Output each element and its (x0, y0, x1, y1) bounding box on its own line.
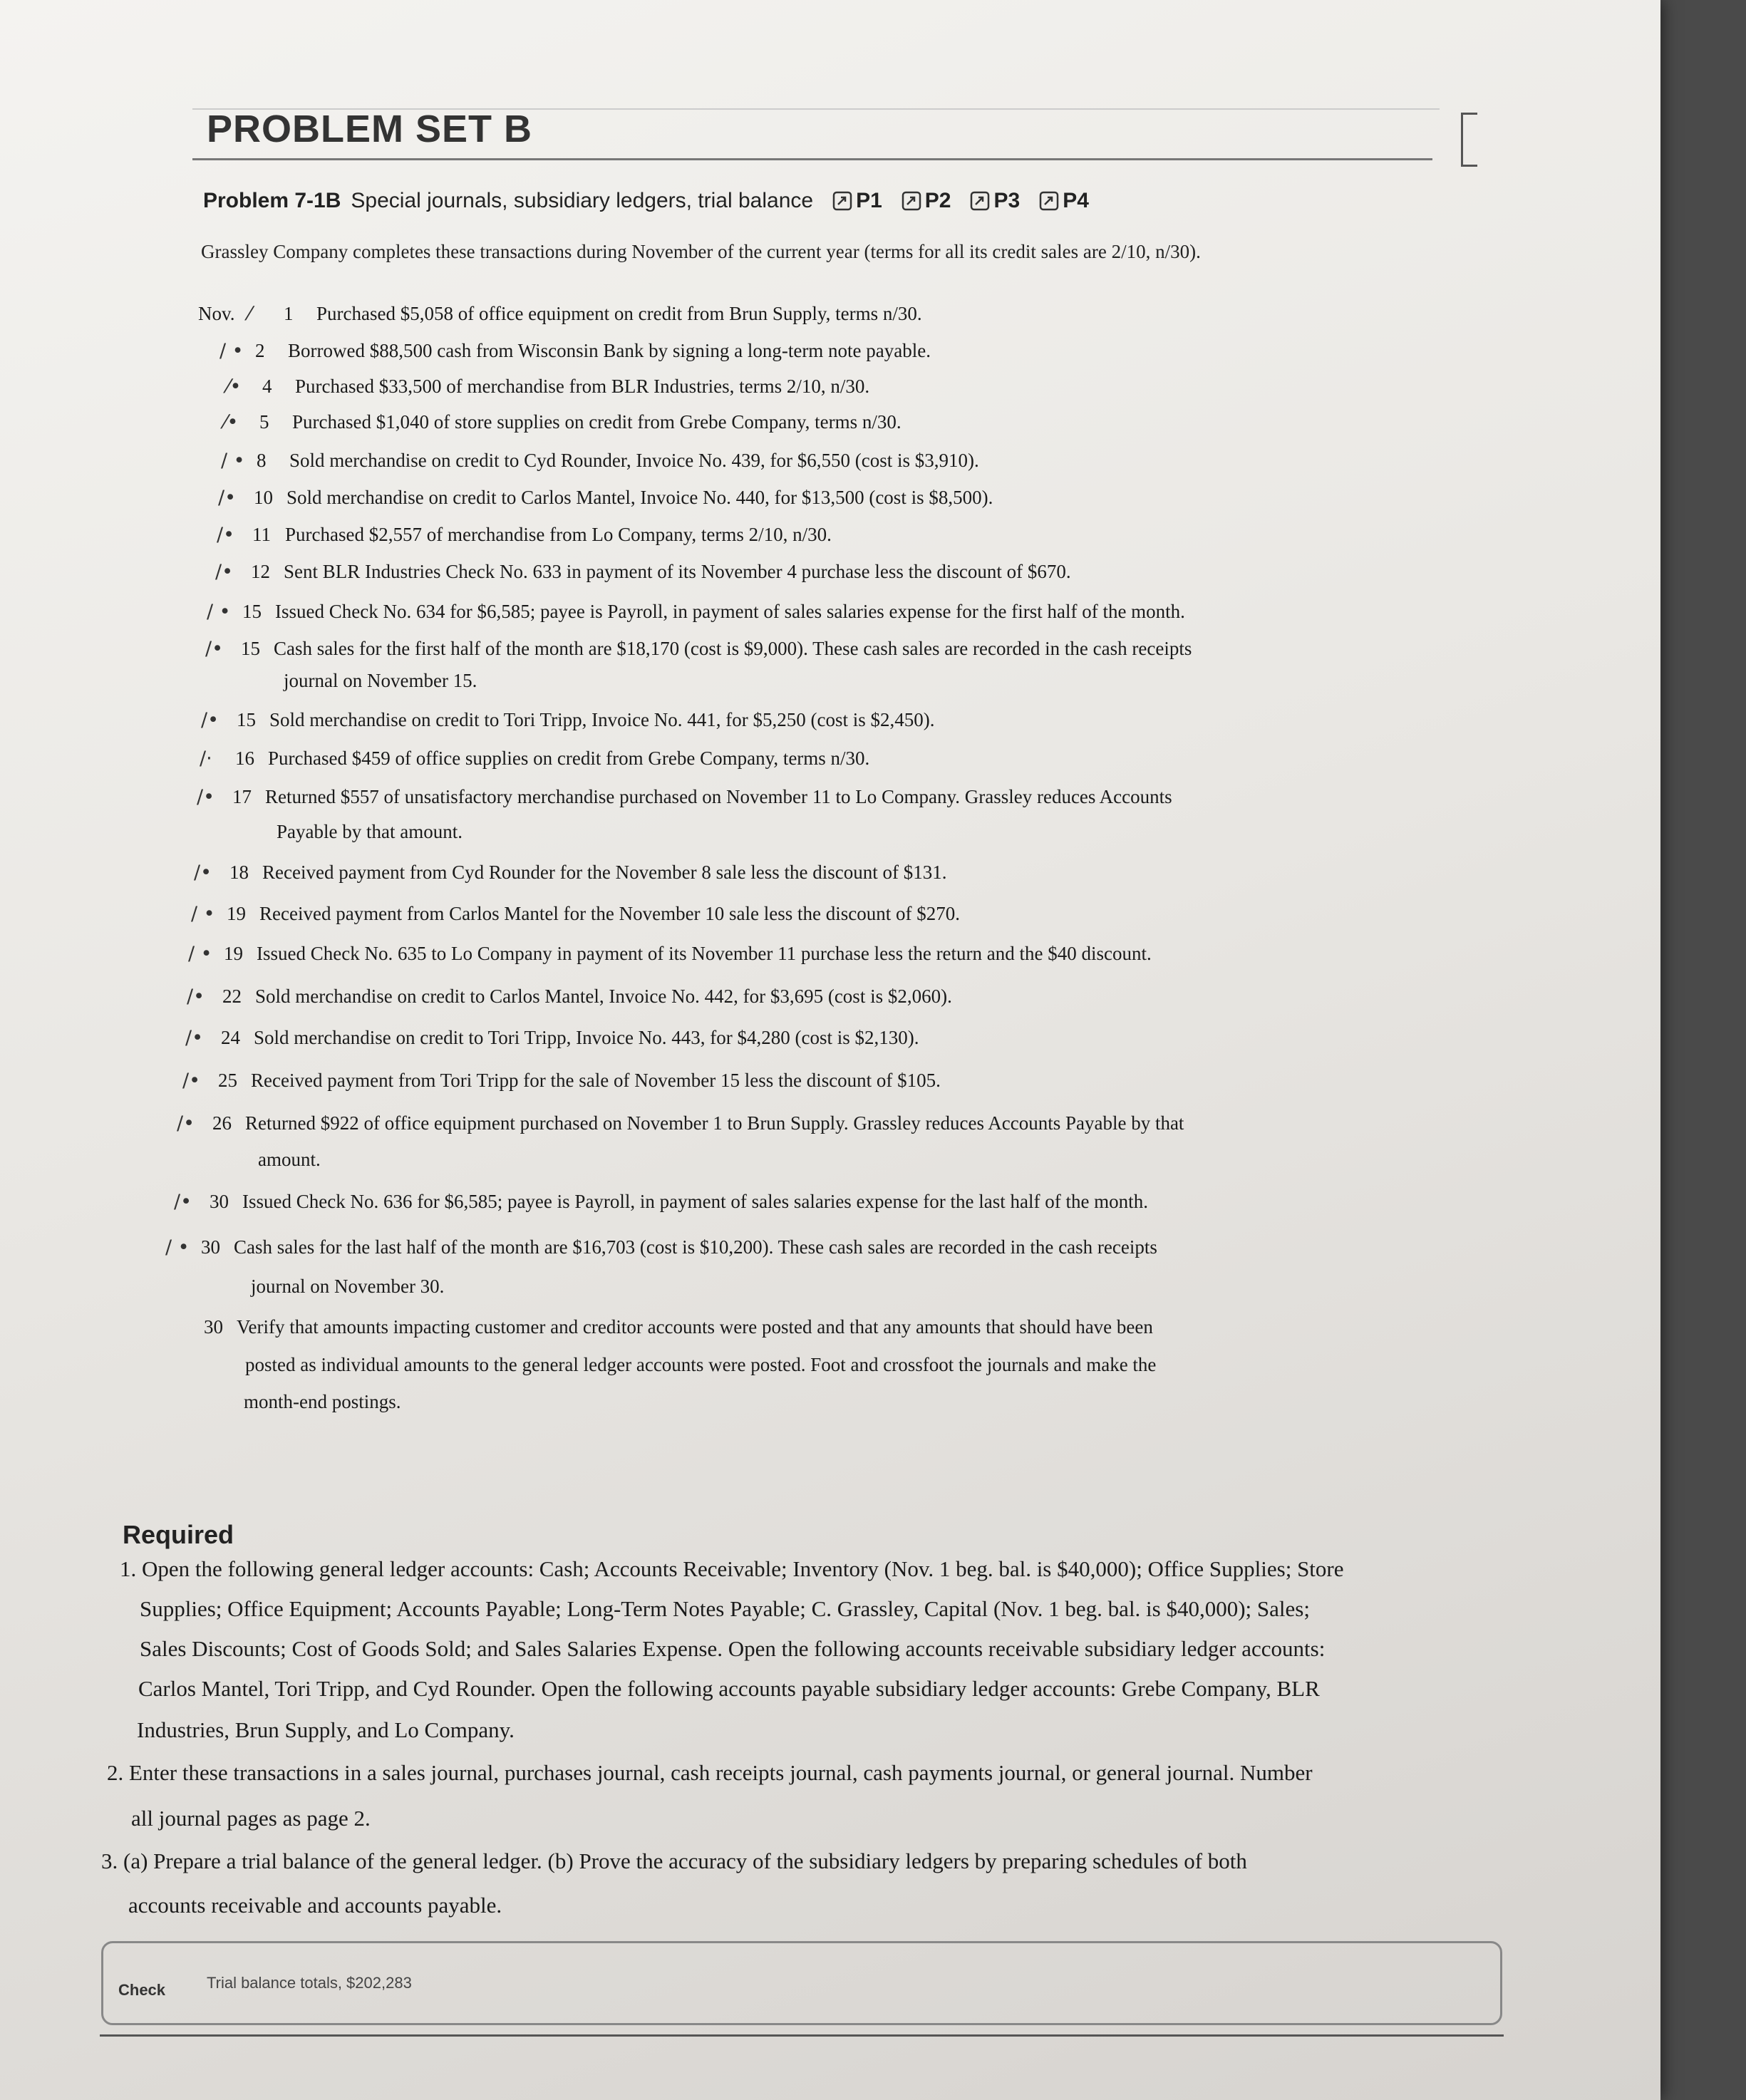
bottom-rule (100, 2034, 1504, 2037)
checkmark-icon: /• (177, 1112, 195, 1134)
checkmark-icon: ⁄• (224, 411, 239, 433)
transaction-row (174, 1187, 1148, 1216)
transaction-text: Purchased $1,040 of store supplies on credit from Grebe Company, terms n/30. (292, 411, 902, 433)
transaction-day: 25 (218, 1070, 237, 1091)
checkmark-icon: /• (217, 524, 235, 546)
transaction-text: Purchased $5,058 of office equipment on credit from Brun Supply, terms n/30. (316, 303, 922, 324)
transaction-text: Returned $557 of unsatisfactory merchandise purchased on November 11 to Lo Company. Grassley reduces Accounts (265, 786, 1172, 807)
transaction-day: 22 (222, 986, 242, 1007)
required-line: 3. (a) Prepare a trial balance of the general ledger. (b) Prove the accuracy of the subsidiary ledgers by preparing schedules of both (101, 1848, 1247, 1873)
objective-icon (832, 190, 853, 212)
transaction-row (177, 1109, 1184, 1138)
problem-intro: Grassley Company completes these transactions during November of the current year (terms for all its credit sales are 2/10, n/30). (201, 241, 1201, 262)
transaction-text: Received payment from Carlos Mantel for the November 10 sale less the discount of $270. (259, 903, 960, 924)
transaction-continuation: month-end postings. (244, 1391, 401, 1412)
transaction-text: Borrowed $88,500 cash from Wisconsin Bank by signing a long-term note payable. (288, 340, 931, 361)
transaction-day: 10 (254, 487, 273, 508)
objective-icon (1038, 190, 1060, 212)
transaction-day: 15 (241, 638, 260, 659)
checkmark-icon: / • (165, 1236, 190, 1258)
transaction-text: Purchased $33,500 of merchandise from BLR Industries, terms 2/10, n/30. (295, 376, 870, 397)
transaction-continuation: journal on November 15. (284, 670, 477, 691)
transaction-text: Issued Check No. 636 for $6,585; payee is Payroll, in payment of sales salaries expense for the last half of the month. (242, 1191, 1148, 1212)
transaction-text: Purchased $459 of office supplies on credit from Grebe Company, terms n/30. (268, 748, 870, 769)
badge-p4: P4 (1038, 189, 1089, 213)
transaction-row (224, 408, 902, 437)
check-label: Check (118, 1981, 166, 1999)
objective-icon (969, 190, 991, 212)
checkmark-icon: / • (188, 943, 212, 965)
transaction-day: 19 (224, 943, 243, 964)
required-line: Industries, Brun Supply, and Lo Company. (137, 1717, 515, 1742)
transaction-row (198, 299, 922, 329)
checkmark-icon: / • (207, 601, 231, 623)
transaction-row (168, 1313, 1153, 1341)
transaction-row (217, 520, 832, 549)
transaction-text: Received payment from Tori Tripp for the sale of November 15 less the discount of $105. (251, 1070, 941, 1091)
transaction-day: 5 (259, 411, 269, 433)
checkmark-icon: ⁄• (227, 376, 242, 398)
problem-header (203, 189, 1089, 213)
transaction-row (187, 982, 952, 1011)
transaction-day: 15 (242, 601, 262, 622)
transaction-day: 17 (232, 786, 252, 807)
transaction-day: 16 (235, 748, 254, 769)
transaction-row (165, 1233, 1157, 1262)
transaction-text: Sold merchandise on credit to Tori Tripp, Invoice No. 443, for $4,280 (cost is $2,130). (254, 1027, 919, 1048)
required-line: Sales Discounts; Cost of Goods Sold; and Sales Salaries Expense. Open the following accounts receivable subsidiary ledger accounts: (140, 1636, 1326, 1661)
transaction-text: Sold merchandise on credit to Carlos Mantel, Invoice No. 440, for $13,500 (cost is $8,500). (286, 487, 993, 508)
transaction-continuation: journal on November 30. (251, 1276, 445, 1297)
transaction-row (182, 1066, 941, 1095)
badge-p2: P2 (901, 189, 951, 213)
checkmark-icon: /• (194, 862, 212, 884)
transaction-text: Issued Check No. 635 to Lo Company in payment of its November 11 purchase less the return and the $40 discount. (257, 943, 1152, 964)
transaction-day: 8 (257, 450, 267, 471)
required-line: accounts receivable and accounts payable. (128, 1893, 502, 1918)
checkmark-icon: /• (182, 1070, 201, 1092)
checkmark-icon: /• (185, 1027, 204, 1049)
transaction-row (215, 557, 1071, 586)
transaction-row (197, 782, 1172, 812)
transaction-day: 24 (221, 1027, 240, 1048)
transaction-text: Sent BLR Industries Check No. 633 in payment of its November 4 purchase less the discount of $670. (284, 561, 1071, 582)
checkmark-icon: /• (205, 638, 224, 660)
transaction-month: Nov. (198, 303, 235, 324)
checkmark-icon: / • (219, 340, 244, 362)
transaction-text: Cash sales for the last half of the month are $16,703 (cost is $10,200). These cash sales are recorded in the cash receipts (234, 1236, 1157, 1258)
required-line: 2. Enter these transactions in a sales journal, purchases journal, cash receipts journal, cash payments journal, or general journal. Number (107, 1760, 1313, 1785)
checkmark-icon: /• (215, 561, 234, 583)
transaction-day: 26 (212, 1112, 232, 1134)
transaction-text: Returned $922 of office equipment purchased on November 1 to Brun Supply. Grassley reduces Accounts Payable by that (245, 1112, 1184, 1134)
transaction-day: 11 (252, 524, 271, 545)
transaction-text: Sold merchandise on credit to Carlos Mantel, Invoice No. 442, for $3,695 (cost is $2,060). (255, 986, 952, 1007)
transaction-row (221, 446, 979, 475)
required-line: Supplies; Office Equipment; Accounts Payable; Long-Term Notes Payable; C. Grassley, Capital (Nov. 1 beg. bal. is $40,000); Sales; (140, 1596, 1310, 1621)
badge-p1: P1 (832, 189, 882, 213)
transaction-day: 15 (237, 709, 256, 730)
transaction-text: Received payment from Cyd Rounder for the November 8 sale less the discount of $131. (262, 862, 947, 883)
section-title: PROBLEM SET B (207, 108, 533, 150)
transaction-row (194, 858, 947, 887)
section-rule (192, 158, 1432, 160)
transaction-day: 2 (255, 340, 265, 361)
transaction-text: Verify that amounts impacting customer and creditor accounts were posted and that any amounts that should have been (237, 1316, 1153, 1338)
check-text: Trial balance totals, $202,283 (207, 1974, 412, 1992)
transaction-day: 30 (210, 1191, 229, 1212)
checkmark-icon: ⁄ (248, 303, 252, 325)
transaction-text: Sold merchandise on credit to Cyd Rounder, Invoice No. 439, for $6,550 (cost is $3,910). (289, 450, 979, 471)
problem-number: Problem 7-1B (203, 189, 341, 212)
transaction-day: 4 (262, 376, 272, 397)
transaction-row (207, 597, 1185, 626)
transaction-row (201, 705, 935, 735)
required-line: 1. Open the following general ledger accounts: Cash; Accounts Receivable; Inventory (Nov. 1 beg. bal. is $40,000); Office Supplies; Store (120, 1556, 1344, 1581)
transaction-row (218, 483, 993, 512)
checkmark-icon: /• (218, 487, 237, 509)
transaction-continuation: posted as individual amounts to the general ledger accounts were posted. Foot and crossfoot the journals and make the (245, 1354, 1157, 1375)
transaction-text: Cash sales for the first half of the month are $18,170 (cost is $9,000). These cash sales are recorded in the cash receipts (274, 638, 1192, 659)
checkmark-icon: /• (187, 986, 205, 1008)
checkmark-icon: /• (201, 709, 219, 731)
transaction-row (191, 899, 960, 929)
transaction-row (185, 1023, 919, 1052)
transaction-day: 12 (251, 561, 270, 582)
problem-title: Special journals, subsidiary ledgers, trial balance (351, 189, 814, 212)
required-line: all journal pages as page 2. (131, 1806, 371, 1831)
transaction-continuation: amount. (258, 1149, 321, 1170)
required-line: Carlos Mantel, Tori Tripp, and Cyd Rounder. Open the following accounts payable subsidiary ledger accounts: Grebe Company, BLR (138, 1676, 1320, 1701)
transaction-day: 18 (229, 862, 249, 883)
transaction-day: 1 (284, 303, 294, 324)
transaction-row (227, 372, 869, 401)
transaction-day: 30 (201, 1236, 220, 1258)
transaction-row (188, 939, 1152, 968)
transaction-row (200, 744, 869, 773)
transaction-day: 30 (204, 1316, 223, 1338)
transaction-row (205, 634, 1192, 663)
transaction-text: Sold merchandise on credit to Tori Tripp, Invoice No. 441, for $5,250 (cost is $2,450). (269, 709, 935, 730)
checkmark-icon: /• (197, 786, 215, 808)
badge-p3: P3 (969, 189, 1020, 213)
objective-icon (901, 190, 922, 212)
checkmark-icon: / • (221, 450, 245, 472)
checkmark-icon: /· (200, 748, 212, 770)
transaction-day: 19 (227, 903, 246, 924)
checkmark-icon: /• (174, 1191, 192, 1213)
margin-bracket (1461, 113, 1477, 167)
transaction-continuation: Payable by that amount. (277, 821, 463, 842)
transaction-text: Purchased $2,557 of merchandise from Lo Company, terms 2/10, n/30. (285, 524, 832, 545)
required-heading: Required (123, 1520, 234, 1549)
checkmark-icon: / • (191, 903, 215, 925)
transaction-text: Issued Check No. 634 for $6,585; payee is Payroll, in payment of sales salaries expense for the first half of the month. (275, 601, 1185, 622)
transaction-row (219, 336, 931, 366)
